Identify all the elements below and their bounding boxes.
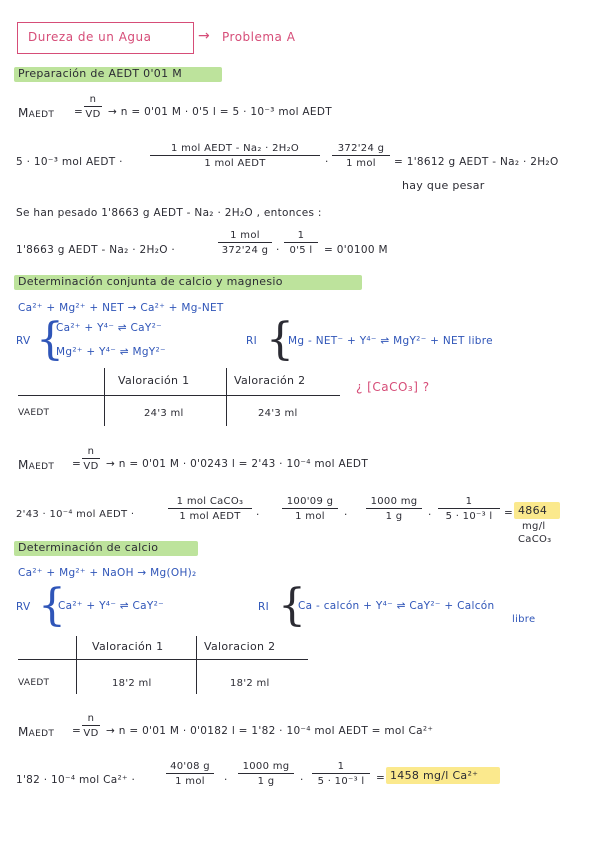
ca-fraction-2: $\frac{1000 mg}{1 g}$ <box>238 761 294 787</box>
ri-label: RI <box>258 601 269 613</box>
prep-mass-result: = 1'8612 g AEDT - Na₂ · 2H₂O <box>394 156 559 168</box>
ri-label: RI <box>246 335 257 347</box>
table-2-vline-2 <box>196 636 197 694</box>
prep-fraction-1: 1 mol AEDT - Na₂ · 2H₂O 1 mol AEDT <box>150 143 320 169</box>
conc-fraction-1: 1 mol 372'24 g <box>218 230 272 256</box>
table-1-value-1: 24'3 ml <box>144 408 184 419</box>
equals-sign: = <box>504 507 514 519</box>
dot-operator: · <box>325 156 329 168</box>
dot-operator: · <box>276 244 280 256</box>
section-3-heading: Determinación de calcio <box>18 541 159 554</box>
rv-label: RV <box>16 601 31 613</box>
problem-label: Problema A <box>222 30 296 44</box>
ca-result: 1458 mg/l Ca²⁺ <box>390 769 479 782</box>
molarity-label: MAEDT <box>18 725 55 739</box>
equals-sign: = <box>72 458 82 470</box>
dot-operator: · <box>256 509 260 521</box>
camg-fraction-2: 100'09 g 1 mol <box>282 496 338 522</box>
section-2-heading: Determinación conjunta de calcio y magnesio <box>18 275 283 288</box>
molarity-label: MAEDT <box>18 458 55 472</box>
ca-fraction-1: 40'08 g 1 mol <box>166 761 214 787</box>
arrow-icon: → <box>198 28 211 44</box>
equals-sign: = <box>74 106 84 118</box>
moles-calculation: → n = 0'01 M · 0'5 l = 5 · 10⁻³ mol AEDT <box>108 106 332 118</box>
ri-reaction: Mg - NET⁻ + Y⁴⁻ ⇌ MgY²⁻ + NET libre <box>288 335 493 347</box>
camg-calc-left: 2'43 · 10⁻⁴ mol AEDT · <box>16 509 135 520</box>
camg-reaction: Ca²⁺ + Mg²⁺ + NET → Ca²⁺ + Mg-NET <box>18 302 224 314</box>
camg-fraction-1: 1 mol CaCO₃ 1 mol AEDT <box>168 496 252 522</box>
n-over-vd-fraction: $\frac{n}{VD}$ <box>83 446 99 472</box>
rv-reaction-mg: Mg²⁺ + Y⁴⁻ ⇌ MgY²⁻ <box>56 346 166 358</box>
conc-calc-left: 1'8663 g AEDT - Na₂ · 2H₂O · <box>16 244 176 256</box>
molarity-label: MAEDT <box>18 106 55 120</box>
weighed-sentence: Se han pesado 1'8663 g AEDT - Na₂ · 2H₂O , entonces : <box>16 207 322 219</box>
table-1-vline-2 <box>226 368 227 426</box>
note-hay-que-pesar: hay que pesar <box>402 179 485 192</box>
ca-reaction: Ca²⁺ + Mg²⁺ + NaOH → Mg(OH)₂ <box>18 567 197 579</box>
conc-result: = 0'0100 M <box>324 244 388 256</box>
table-1-value-2: 24'3 ml <box>258 408 298 419</box>
rv-brace: { <box>36 314 64 365</box>
equals-sign: = <box>72 725 82 737</box>
rv-reaction-ca: Ca²⁺ + Y⁴⁻ ⇌ CaY²⁻ <box>56 322 162 334</box>
camg-result-species: CaCO₃ <box>518 534 552 545</box>
ri-reaction-libre: libre <box>512 614 536 625</box>
table-2-hline <box>18 659 308 660</box>
table-2-value-2: 18'2 ml <box>230 678 270 689</box>
ri-reaction: Ca - calcón + Y⁴⁻ ⇌ CaY²⁻ + Calcón <box>298 600 495 612</box>
prep-calc-left: 5 · 10⁻³ mol AEDT · <box>16 156 123 168</box>
ca-fraction-3: $\frac{1}{\text{5 · 10⁻³ l}}$ <box>312 761 370 787</box>
dot-operator: · <box>300 774 304 786</box>
table-2-row-label: VAEDT <box>18 678 50 688</box>
ri-brace: { <box>266 314 294 365</box>
conc-fraction-2: $\frac{1}{0'5 l}$ <box>284 230 318 256</box>
table-2-header-2: Valoracion 2 <box>204 640 276 653</box>
camg-fraction-4: $\frac{1}{\text{5 · 10⁻³ l}}$ <box>438 496 500 522</box>
camg-moles: → n = 0'01 M · 0'0243 l = 2'43 · 10⁻⁴ mol AEDT <box>106 458 369 470</box>
equals-sign: = <box>376 772 386 784</box>
ri-brace: { <box>278 580 306 631</box>
dot-operator: · <box>344 509 348 521</box>
rv-label: RV <box>16 335 31 347</box>
table-2-header-1: Valoración 1 <box>92 640 164 653</box>
camg-result-value: 4864 <box>518 504 548 517</box>
table-1-vline-1 <box>104 368 105 426</box>
rv-reaction-ca: Ca²⁺ + Y⁴⁻ ⇌ CaY²⁻ <box>58 600 164 612</box>
dot-operator: · <box>428 509 432 521</box>
rv-brace: { <box>38 580 66 631</box>
table-1-header-2: Valoración 2 <box>234 374 306 387</box>
table-2-value-1: 18'2 ml <box>112 678 152 689</box>
n-over-vd-fraction: $\frac{n}{VD}$ <box>85 94 101 120</box>
page-title: Dureza de un Agua <box>28 30 152 44</box>
section-1-heading: Preparación de AEDT 0'01 M <box>18 67 182 80</box>
table-2-vline-1 <box>76 636 77 694</box>
table-1-hline <box>18 395 340 396</box>
dot-operator: · <box>224 774 228 786</box>
prep-fraction-2: 372'24 g 1 mol <box>332 143 390 169</box>
table-1-header-1: Valoración 1 <box>118 374 190 387</box>
ca-moles: → n = 0'01 M · 0'0182 l = 1'82 · 10⁻⁴ mol AEDT = mol Ca²⁺ <box>106 725 434 737</box>
table-1-row-label: VAEDT <box>18 408 50 418</box>
camg-result-unit: mg/l <box>522 521 546 532</box>
ca-calc-left: 1'82 · 10⁻⁴ mol Ca²⁺ · <box>16 774 136 786</box>
cacos-question: ¿ [CaCO₃] ? <box>356 380 430 394</box>
camg-fraction-3: $\frac{1000 mg}{1 g}$ <box>366 496 422 522</box>
n-over-vd-fraction: $\frac{n}{VD}$ <box>83 713 99 739</box>
